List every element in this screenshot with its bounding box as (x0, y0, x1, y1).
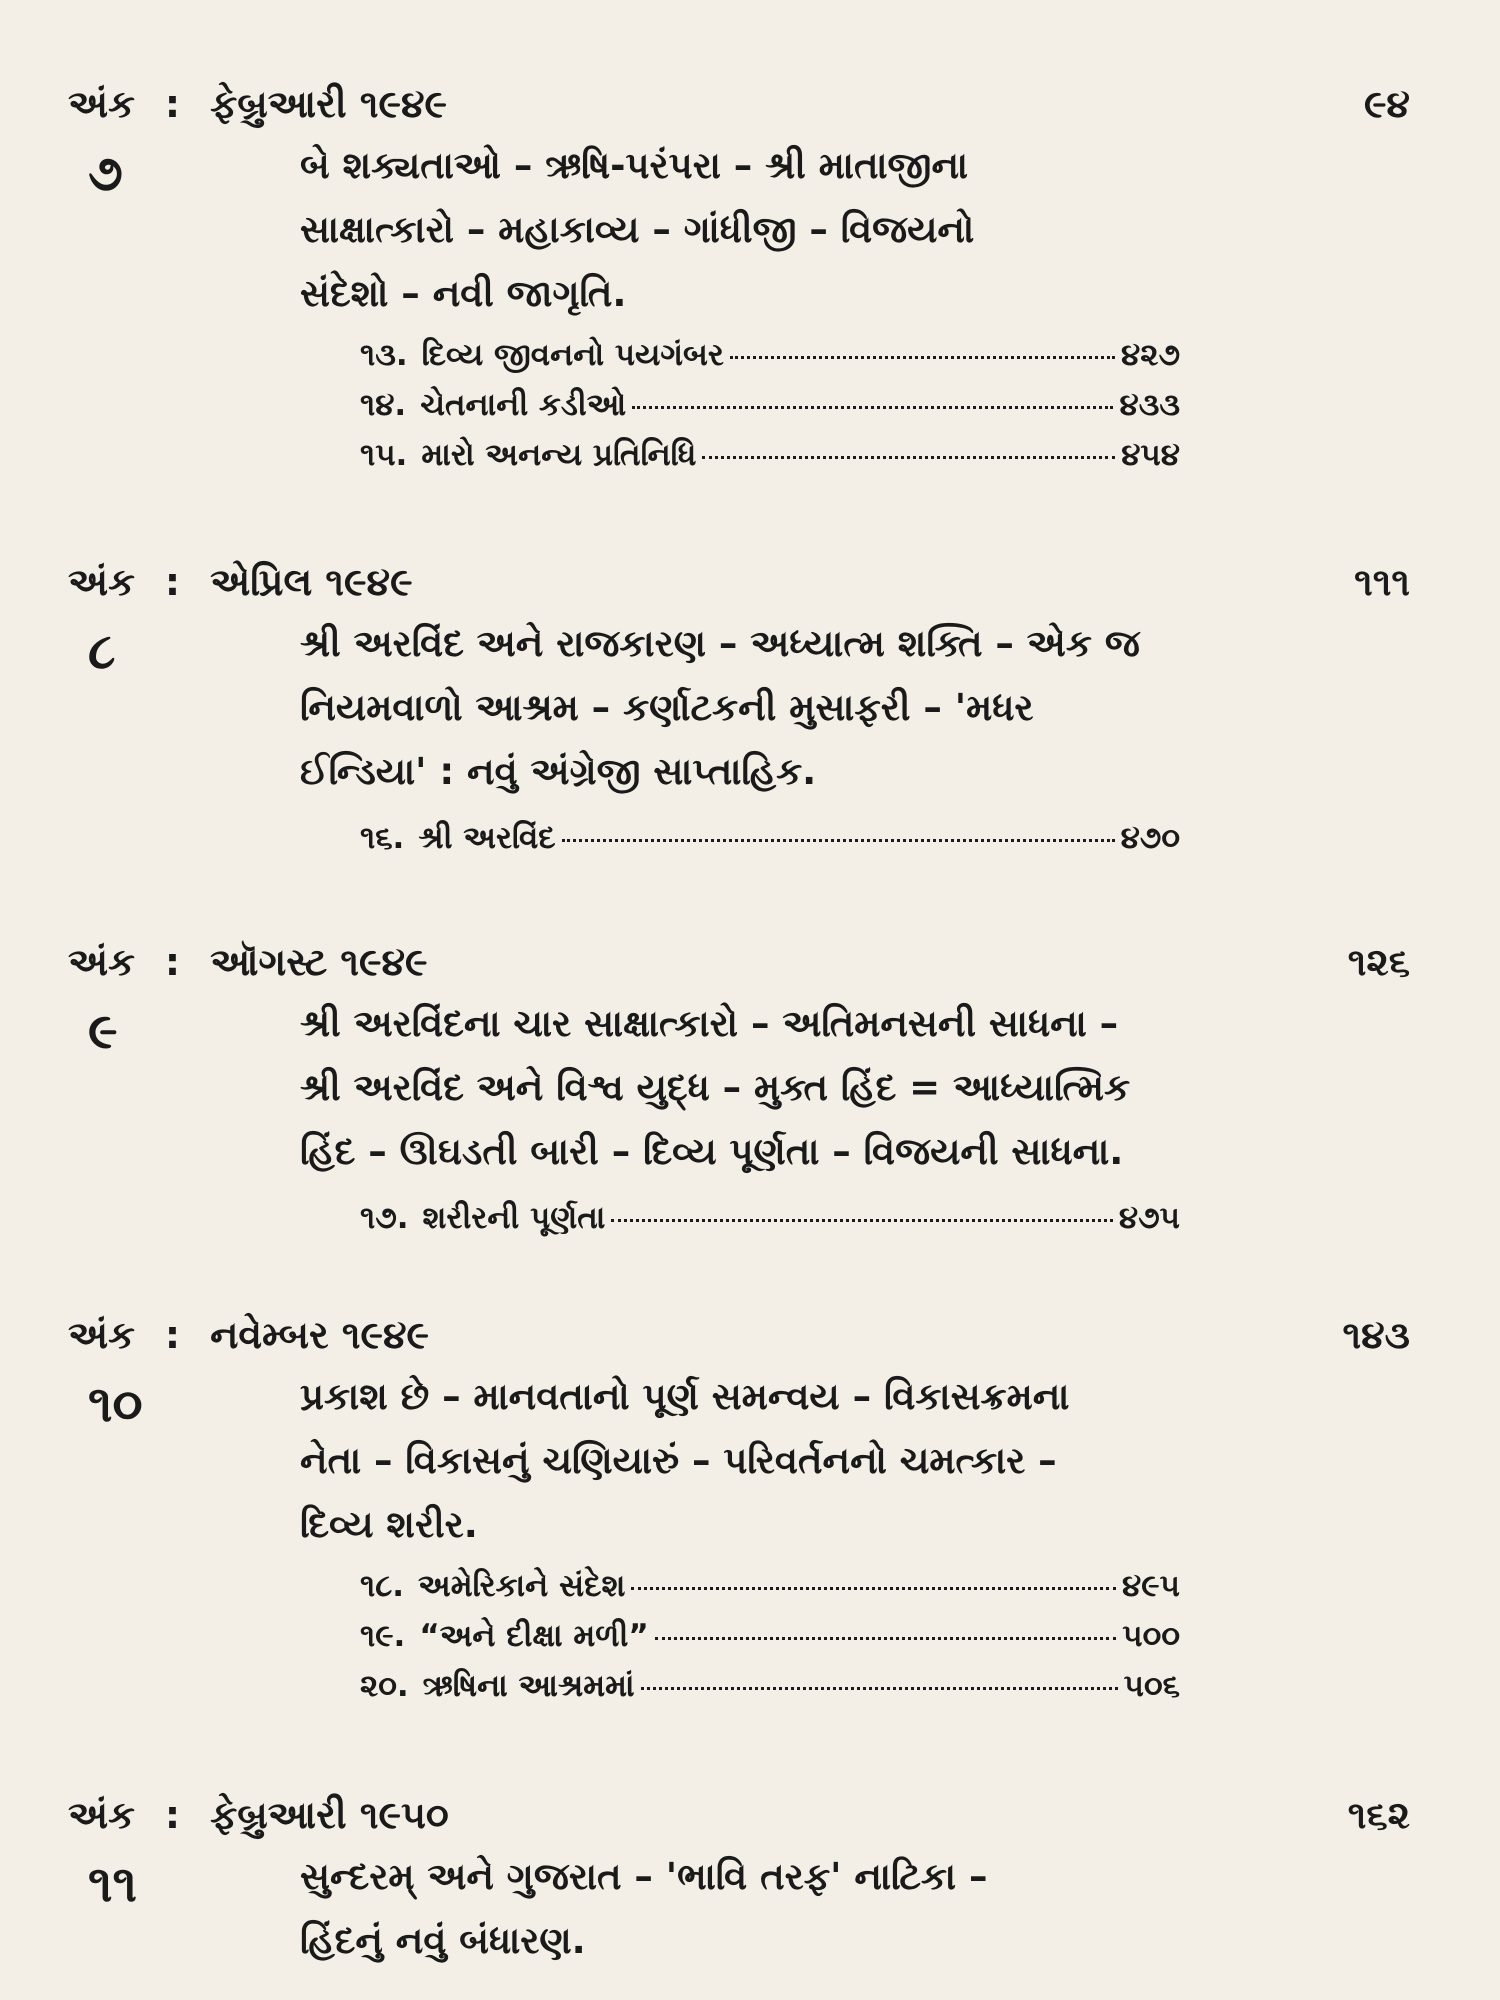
chapter-title: અમેરિકાને સંદેશ (418, 1568, 626, 1604)
issue-month: નવેમ્બર ૧૯૪૯ (210, 1313, 430, 1357)
chapter-list (360, 820, 1180, 870)
chapter-entry (360, 1668, 1180, 1718)
issue-month: એપ્રિલ ૧૯૪૯ (210, 560, 413, 604)
issue-description (300, 1845, 1280, 1973)
description-line: બે શક્યતાઓ – ઋષિ-પરંપરા – શ્રી માતાજીના (300, 144, 969, 187)
chapter-page: ૪૨૭ (1121, 337, 1180, 373)
description-line: શ્રી અરવિંદ અને વિશ્વ યુદ્ધ – મુક્ત હિંદ = આધ્યાત્મિક (300, 1066, 1131, 1109)
chapter-title: મારો અનન્ય પ્રતિનિધિ (421, 437, 697, 473)
issue-heading (68, 940, 428, 985)
description-line: સુન્દરમ્ અને ગુજરાત – 'ભાવિ તરફ' નાટિકા – (300, 1855, 988, 1898)
issue-label: અંક (68, 560, 135, 604)
issue-page-number: ૧૧૧ (1354, 560, 1410, 604)
chapter-number: ૨૦. (360, 1668, 409, 1704)
chapter-number: ૧૬. (360, 820, 405, 856)
chapter-list (360, 1200, 1180, 1250)
issue-heading (68, 1793, 449, 1838)
chapter-list (360, 337, 1180, 487)
dot-leader (702, 456, 1115, 459)
chapter-entry (360, 437, 1180, 487)
chapter-title: ચેતનાની કડીઓ (420, 387, 627, 423)
chapter-page: ૫૦૦ (1122, 1618, 1180, 1654)
issue-label: અંક (68, 82, 135, 126)
dot-leader (655, 1637, 1117, 1640)
dot-leader (611, 1219, 1112, 1222)
issue-label: અંક (68, 1793, 135, 1837)
description-line: હિંદનું નવું બંધારણ. (300, 1919, 586, 1962)
chapter-entry (360, 820, 1180, 870)
issue-number: ૮ (88, 622, 116, 680)
chapter-page: ૫૦૬ (1123, 1668, 1180, 1704)
chapter-entry (360, 1200, 1180, 1250)
issue-month: ઑગસ્ટ ૧૯૪૯ (210, 940, 428, 984)
chapter-number: ૧૪. (360, 387, 407, 423)
description-line: ઈન્ડિયા' : નવું અંગ્રેજી સાપ્તાહિક. (300, 750, 817, 793)
issue-page-number: ૯૪ (1363, 82, 1410, 126)
dot-leader (631, 1587, 1116, 1590)
issue-separator: : (164, 1793, 181, 1837)
issue-page-number: ૧૬૨ (1347, 1793, 1410, 1837)
description-line: દિવ્ય શરીર. (300, 1503, 478, 1546)
chapter-page: ૪૭૫ (1118, 1200, 1180, 1236)
chapter-page: ૪૫૪ (1121, 437, 1180, 473)
chapter-number: ૧૭. (360, 1200, 409, 1236)
dot-leader (632, 406, 1113, 409)
issue-separator: : (164, 560, 181, 604)
chapter-title: દિવ્ય જીવનનો પયગંબર (421, 337, 724, 373)
description-line: હિંદ – ઊઘડતી બારી – દિવ્ય પૂર્ણતા – વિજયની સાધના. (300, 1130, 1124, 1173)
description-line: નેતા – વિકાસનું ચણિયારું – પરિવર્તનનો ચમત્કાર – (300, 1439, 1057, 1482)
issue-number: ૧૧ (88, 1855, 137, 1913)
dot-leader (641, 1687, 1118, 1690)
chapter-title: શ્રી અરવિંદ (418, 820, 556, 856)
issue-description (300, 134, 1280, 326)
dot-leader (730, 356, 1115, 359)
chapter-entry (360, 1568, 1180, 1618)
description-line: સાક્ષાત્કારો – મહાકાવ્ય – ગાંધીજી – વિજયનો (300, 208, 975, 251)
chapter-number: ૧૯. (360, 1618, 406, 1654)
chapter-page: ૪૯૫ (1122, 1568, 1180, 1604)
issue-label: અંક (68, 940, 135, 984)
issue-number: ૧૦ (88, 1375, 143, 1433)
chapter-page: ૪૩૩ (1119, 387, 1180, 423)
chapter-entry (360, 337, 1180, 387)
issue-separator: : (164, 82, 181, 126)
dot-leader (562, 839, 1115, 842)
chapter-title: “અને દીક્ષા મળી” (419, 1618, 649, 1654)
chapter-title: શરીરની પૂર્ણતા (422, 1200, 606, 1236)
issue-separator: : (164, 1313, 181, 1357)
issue-description (300, 1365, 1280, 1557)
issue-heading (68, 1313, 429, 1358)
description-line: સંદેશો – નવી જાગૃતિ. (300, 272, 627, 315)
chapter-entry (360, 1618, 1180, 1668)
issue-month: ફેબ્રુઆરી ૧૯૫૦ (210, 1793, 449, 1837)
issue-description (300, 992, 1280, 1184)
issue-heading (68, 560, 413, 605)
issue-number: ૯ (88, 1002, 118, 1060)
description-line: શ્રી અરવિંદના ચાર સાક્ષાત્કારો – અતિમનસની સાધના – (300, 1002, 1119, 1045)
issue-page-number: ૧૪૩ (1342, 1313, 1410, 1357)
issue-label: અંક (68, 1313, 135, 1357)
issue-number: ૭ (88, 144, 123, 202)
chapter-title: ઋષિના આશ્રમમાં (422, 1668, 635, 1704)
chapter-number: ૧૫. (360, 437, 408, 473)
description-line: નિયમવાળો આશ્રમ – કર્ણાટકની મુસાફરી – 'મધર (300, 686, 1034, 729)
issue-page-number: ૧૨૬ (1347, 940, 1410, 984)
chapter-list (360, 1568, 1180, 1718)
chapter-number: ૧૮. (360, 1568, 405, 1604)
description-line: પ્રકાશ છે – માનવતાનો પૂર્ણ સમન્વય – વિકાસક્રમના (300, 1375, 1070, 1418)
description-line: શ્રી અરવિંદ અને રાજકારણ – અધ્યાત્મ શક્તિ – એક જ (300, 622, 1140, 665)
chapter-entry (360, 387, 1180, 437)
chapter-page: ૪૭૦ (1120, 820, 1180, 856)
chapter-number: ૧૩. (360, 337, 408, 373)
issue-heading (68, 82, 447, 127)
issue-month: ફેબ્રુઆરી ૧૯૪૯ (210, 82, 448, 126)
issue-separator: : (164, 940, 181, 984)
issue-description (300, 612, 1280, 804)
